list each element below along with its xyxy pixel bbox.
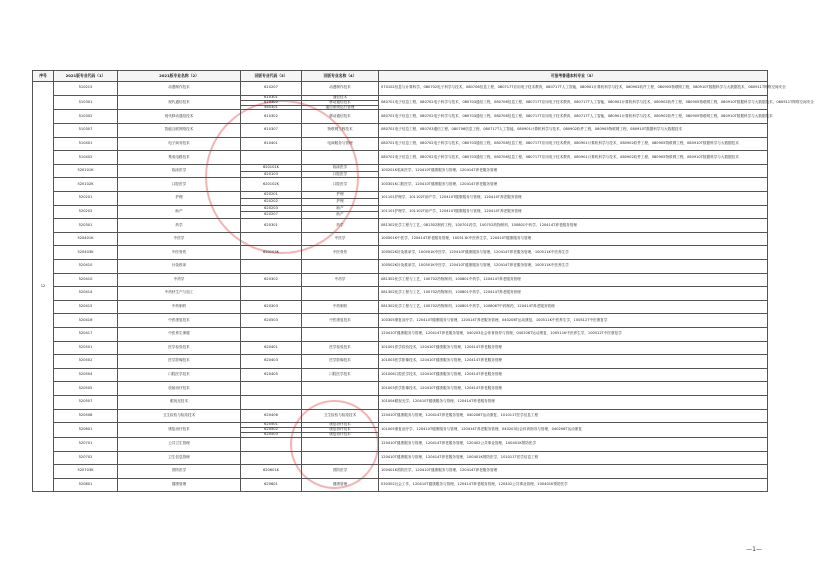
cell-new-name: 健康管理 — [118, 478, 241, 492]
cell-eligible-majors: 030302社会工作，120410T健康服务与管理，120414T养老服务管理，120402公共事业管理，100401K预防医学 — [379, 478, 768, 492]
table-row — [33, 451, 768, 465]
table-row — [33, 287, 768, 301]
cell-old-code: 620502 — [241, 428, 302, 433]
cell-eligible-majors: 100305康复治疗学，120410T健康服务与管理，120414T养老服务管理，040206T运动康复，100511K中医养生学，100512T中医康复学 — [379, 314, 768, 328]
cell-old-code — [241, 437, 302, 451]
cell-new-name: 预防医学 — [118, 465, 241, 479]
cell-new-code: 520102K — [54, 178, 118, 192]
cell-old-name: 护理 — [302, 198, 379, 205]
cell-old-name: 助产 — [302, 212, 379, 219]
cell-old-name: 助产 — [302, 205, 379, 212]
cell-old-code: 620503 — [241, 314, 302, 328]
table-body — [33, 82, 814, 492]
cell-old-name: 通信系统运行管理 — [302, 105, 379, 110]
table-header-row — [33, 71, 768, 82]
cell-old-code: 620303 — [241, 300, 302, 314]
cell-old-name: 健康管理 — [302, 478, 379, 492]
cell-new-code: 520414 — [54, 287, 118, 301]
cell-new-name: 临床医学 — [118, 164, 241, 178]
cell-old-code: 620201 — [241, 192, 302, 199]
cell-old-name: 移动通信技术 — [302, 100, 379, 105]
cell-old-name: 口腔医学技术 — [302, 368, 379, 382]
cell-old-code: 610301 — [241, 95, 302, 100]
cell-old-name: 康复治疗技术 — [302, 433, 379, 438]
cell-old-code: 620103 — [241, 171, 302, 178]
cell-new-code: 510302 — [54, 110, 118, 124]
cell-group-number: 12 — [33, 82, 54, 492]
table-row — [33, 205, 768, 212]
cell-new-code: 520202 — [54, 205, 118, 219]
cell-new-code: 520508 — [54, 409, 118, 423]
cell-eligible-majors: 080701电子信息工程，080702电子科学与技术，080703通信工程，080706信息工程，080717T应用电子技术教育，080901计算机科学与技术，080902软件工程，080905物联网工程，080910T数据科学与大数据技术 — [379, 151, 768, 165]
cell-new-code: 520410 — [54, 273, 118, 287]
cell-new-code: 520505 — [54, 382, 118, 396]
cell-eligible-majors: 080701电子信息工程，080702电子科学与技术，080703通信工程，080706信息工程，080717T应用电子技术教育，080717T人工智能，080901计算机科学与技术，080902软件工程，080905物联网工程，080910T数据科学与大数据技术 — [379, 110, 768, 124]
cell-old-name — [302, 451, 379, 465]
cell-new-name: 中药学 — [118, 273, 241, 287]
cell-eligible-majors: 100502K针灸推拿学，100501K中医学，120410T健康服务与管理，120414T养老服务管理，100511K中医养生学 — [379, 246, 768, 260]
cell-old-name: 中医学 — [302, 232, 379, 246]
cell-new-code: 510215 — [54, 82, 118, 96]
table-row — [33, 124, 768, 138]
cell-old-name: 物联网工程技术 — [302, 124, 379, 138]
cell-new-code: 520201 — [54, 192, 118, 206]
header-new-name: 2021版专业名称（2） — [118, 71, 241, 82]
cell-new-name: 药学 — [118, 219, 241, 233]
cell-old-code — [241, 151, 302, 165]
cell-old-name: 康复治疗技术 — [302, 423, 379, 428]
cell-new-code: 520101K — [54, 164, 118, 178]
cell-old-code — [241, 232, 302, 246]
cell-eligible-majors: 101005康复治疗学，120410T健康服务与管理，120414T养老服务管理，040203社会体育指导与管理，040206T运动康复 — [379, 423, 768, 438]
cell-old-name: 药学 — [302, 219, 379, 233]
cell-new-name: 中医养生保健 — [118, 327, 241, 341]
header-eligible-majors: 可报考普通本科专业（5） — [379, 71, 768, 82]
cell-eligible-majors: 070102信息与计算科学，080702电子科学与技术，080706信息工程，080717T应用电子技术教育，080717T人工智能，080901计算机科学与技术，080902软件工程，080905物联网工程，080910T数据科学与大数据技术，080911T网络空间安全 — [379, 82, 768, 96]
table-row — [33, 314, 768, 328]
table-row — [33, 219, 768, 233]
cell-new-code: 520403K — [54, 246, 118, 260]
table-row — [33, 82, 768, 96]
cell-new-name: 现代通信技术 — [118, 95, 241, 110]
table-row — [33, 478, 768, 492]
cell-eligible-majors: 120410T健康服务与管理，120414T养老服务管理，120402公共事业管理，100401K预防医学 — [379, 437, 768, 451]
cell-eligible-majors: 081302化学工程与工艺，100702药物制剂，100801中药学，120414T养老服务管理 — [379, 273, 768, 287]
table-row — [33, 341, 768, 355]
header-old-name: 旧版专业名称（4） — [302, 71, 379, 82]
cell-old-name — [302, 437, 379, 451]
cell-old-name — [302, 151, 379, 165]
cell-new-code: 510402 — [54, 151, 118, 165]
cell-old-code: 620102K — [241, 178, 302, 192]
table-row — [33, 232, 768, 246]
cell-old-code: 620101K — [241, 164, 302, 171]
cell-new-name: 中药制药 — [118, 300, 241, 314]
cell-new-code: 510301 — [54, 95, 118, 110]
cell-eligible-majors: 100301K口腔医学，120410T健康服务与管理，120414T养老服务管理 — [379, 178, 768, 192]
table-row — [33, 327, 768, 341]
cell-new-name: 针灸推拿 — [118, 259, 241, 273]
cell-old-name — [302, 395, 379, 409]
table-row — [33, 192, 768, 199]
cell-eligible-majors: 100501K中医学，120414T养老服务管理，100511K中医养生学，120410T健康服务与管理 — [379, 232, 768, 246]
cell-new-code: 520601 — [54, 423, 118, 438]
cell-new-code: 520702 — [54, 451, 118, 465]
table-row — [33, 423, 768, 428]
cell-old-code: 620601 — [241, 478, 302, 492]
cell-old-code: 620403 — [241, 355, 302, 369]
cell-old-name — [302, 259, 379, 273]
cell-new-code: 520416 — [54, 314, 118, 328]
cell-old-code: 610401 — [241, 137, 302, 151]
cell-new-name: 卫生检验与检疫技术 — [118, 409, 241, 423]
cell-eligible-majors: 080701电子信息工程，080702电子科学与技术，080703通信工程，080706信息工程，080717T应用电子技术教育，080901计算机科学与技术，080902软件工程，080905物联网工程，080910T数据科学与大数据技术 — [379, 137, 768, 151]
cell-new-code: 520501 — [54, 341, 118, 355]
cell-eligible-majors: 101004眼视光学，120410T健康服务与管理，120414T养老服务管理 — [379, 395, 768, 409]
cell-old-code — [241, 395, 302, 409]
cell-old-name: 中医康复技术 — [302, 314, 379, 328]
cell-new-name: 公共卫生管理 — [118, 437, 241, 451]
cell-old-code: 620501 — [241, 423, 302, 428]
document-table — [32, 70, 814, 492]
cell-eligible-majors: 081302化学工程与工艺，100702药物制剂，100801中药学，100806T中药制药，120414T养老服务管理 — [379, 300, 768, 314]
cell-old-code: 610302 — [241, 110, 302, 124]
cell-old-name: 口腔医学 — [302, 178, 379, 192]
cell-new-code: 510307 — [54, 124, 118, 138]
table-row — [33, 164, 768, 171]
cell-eligible-majors: 100201K临床医学，120410T健康服务与管理，120414T养老服务管理 — [379, 164, 768, 178]
cell-eligible-majors: 100401K预防医学，120410T健康服务与管理，120414T养老服务管理 — [379, 465, 768, 479]
cell-old-code — [241, 287, 302, 301]
cell-new-name: 医学影像技术 — [118, 355, 241, 369]
cell-old-name: 医学影像技术 — [302, 355, 379, 369]
page-number: —1— — [746, 546, 762, 553]
table-row — [33, 178, 768, 192]
table-row — [33, 465, 768, 479]
table-row — [33, 259, 768, 273]
table-row — [33, 395, 768, 409]
cell-eligible-majors: 120410T健康服务与管理，120414T养老服务管理，100401K预防医学，101011T医学信息工程 — [379, 451, 768, 465]
cell-new-code: 510401 — [54, 137, 118, 151]
cell-new-name: 助产 — [118, 205, 241, 219]
cell-old-code: 620103K — [241, 246, 302, 260]
header-serial: 序号 — [33, 71, 54, 82]
cell-old-name: 康复治疗技术 — [302, 428, 379, 433]
cell-old-code — [241, 451, 302, 465]
cell-old-name: 电商服务与管理 — [302, 137, 379, 151]
cell-old-name: 中药学 — [302, 273, 379, 287]
cell-new-name: 电子商务技术 — [118, 137, 241, 151]
table-row — [33, 246, 768, 260]
cell-old-code: 620202 — [241, 198, 302, 205]
table-row — [33, 355, 768, 369]
cell-new-name: 中医康复技术 — [118, 314, 241, 328]
table-row — [33, 137, 768, 151]
cell-eligible-majors: 101101护理学，101102T助产学，120410T健康服务与管理，120414T养老服务管理 — [379, 192, 768, 206]
cell-new-code: 520504 — [54, 368, 118, 382]
cell-old-code: 620405 — [241, 368, 302, 382]
cell-old-code: 620203 — [241, 205, 302, 212]
cell-eligible-majors: 080701电子信息工程，080702电子科学与技术，080703通信工程，080706信息工程，080717T应用电子技术教育，080717T人工智能，080901计算机科学与技术，080902软件工程，080905物联网工程，080910T数据科学与大数据技术，080911T网络空间安全 — [379, 95, 768, 110]
cell-old-name: 动漫制作技术 — [302, 82, 379, 96]
cell-eligible-majors: 101001医学检验技术，120410T健康服务与管理，120414T养老服务管理 — [379, 341, 768, 355]
cell-old-name — [302, 382, 379, 396]
cell-new-name: 动漫制作技术 — [118, 82, 241, 96]
cell-new-name: 智能互联网络技术 — [118, 124, 241, 138]
cell-old-name: 口腔医学 — [302, 171, 379, 178]
cell-old-name: 临床医学 — [302, 164, 379, 171]
cell-old-code: 620601K — [241, 465, 302, 479]
cell-old-code: 620302 — [241, 273, 302, 287]
cell-old-name: 中医骨伤 — [302, 246, 379, 260]
cell-new-name: 眼视光技术 — [118, 395, 241, 409]
cell-old-code: 610207 — [241, 82, 302, 96]
cell-old-code: 610307 — [241, 124, 302, 138]
cell-old-name: 移动通信技术 — [302, 110, 379, 124]
cell-old-name — [302, 327, 379, 341]
cell-old-code: 620301 — [241, 219, 302, 233]
table-row — [33, 273, 768, 287]
cell-new-name: 集成电路技术 — [118, 151, 241, 165]
cell-new-name: 中医学 — [118, 232, 241, 246]
header-old-code: 旧版专业代码（3） — [241, 71, 302, 82]
cell-new-name: 放射治疗技术 — [118, 382, 241, 396]
cell-new-name: 现代移动通信技术 — [118, 110, 241, 124]
cell-eligible-majors: 101003医学影像技术，120410T健康服务与管理，120414T养老服务管理 — [379, 355, 768, 369]
cell-new-code: 520502 — [54, 355, 118, 369]
cell-eligible-majors: 080701电子信息工程，080703通信工程，080706信息工程，080717T人工智能，080901计算机科学与技术，080902软件工程，080905物联网工程，080910T数据科学与大数据技术 — [379, 124, 768, 138]
cell-new-name: 康复治疗技术 — [118, 423, 241, 438]
table-row — [33, 382, 768, 396]
cell-eligible-majors: 120410T健康服务与管理，120414T养老服务管理，040206T运动康复，101011T医学信息工程 — [379, 409, 768, 423]
cell-new-code: 520415 — [54, 300, 118, 314]
cell-eligible-majors: 120410T健康服务与管理，120414T养老服务管理，040203社会体育指导与管理，040206T运动康复，100511K中医养生学，100512T中医康复学 — [379, 327, 768, 341]
cell-old-code — [241, 382, 302, 396]
cell-eligible-majors: 101003医学影像技术，120410T健康服务与管理，120414T养老服务管理 — [379, 382, 768, 396]
table-row — [33, 110, 768, 124]
table-row — [33, 95, 768, 100]
cell-new-code: 520301 — [54, 219, 118, 233]
cell-old-name: 中药制药 — [302, 300, 379, 314]
cell-new-code: 520701 — [54, 437, 118, 451]
cell-eligible-majors: 100502K针灸推拿学，100501K中医学，120410T健康服务与管理，120414T养老服务管理，100511K中医养生学 — [379, 259, 768, 273]
cell-old-name: 医学检验技术 — [302, 341, 379, 355]
cell-old-code: 620406 — [241, 409, 302, 423]
cell-old-name: 护理 — [302, 192, 379, 199]
cell-new-name: 卫生信息管理 — [118, 451, 241, 465]
table-row — [33, 151, 768, 165]
cell-eligible-majors: 081302化学工程与工艺，100702药物制剂，100801中药学，120414T养老服务管理 — [379, 287, 768, 301]
table-row — [33, 368, 768, 382]
cell-new-code: 520410 — [54, 259, 118, 273]
cell-old-name: 预防医学 — [302, 465, 379, 479]
cell-new-name: 口腔医学技术 — [118, 368, 241, 382]
header-new-code: 2021版专业代码（1） — [54, 71, 118, 82]
cell-new-name: 医学检验技术 — [118, 341, 241, 355]
cell-new-code: 520703K — [54, 465, 118, 479]
cell-old-code: 620503 — [241, 433, 302, 438]
cell-old-code: 620207 — [241, 212, 302, 219]
cell-new-code: 520801 — [54, 478, 118, 492]
table-row — [33, 437, 768, 451]
cell-old-name: 卫生检验与检疫技术 — [302, 409, 379, 423]
cell-old-code — [241, 327, 302, 341]
table-row — [33, 409, 768, 423]
cell-old-code: 610302 — [241, 100, 302, 105]
cell-old-name: 通信技术 — [302, 95, 379, 100]
cell-new-name: 口腔医学 — [118, 178, 241, 192]
cell-eligible-majors: 101101护理学，101102T助产学，120410T健康服务与管理，120414T养老服务管理 — [379, 205, 768, 219]
cell-new-name: 中医骨伤 — [118, 246, 241, 260]
cell-new-code: 520401K — [54, 232, 118, 246]
cell-new-code: 520507 — [54, 395, 118, 409]
cell-new-name: 中药材生产与加工 — [118, 287, 241, 301]
cell-old-code — [241, 259, 302, 273]
cell-old-code: 560301 — [241, 105, 302, 110]
table-row — [33, 300, 768, 314]
cell-eligible-majors: 081302化学工程与工艺，081302制药工程，100701药学，100702药物制剂，100801中药学，120414T养老服务管理 — [379, 219, 768, 233]
cell-old-code: 620401 — [241, 341, 302, 355]
cell-old-name — [302, 287, 379, 301]
cell-new-name: 护理 — [118, 192, 241, 206]
cell-eligible-majors: 101006口腔医学技术，120410T健康服务与管理，120414T养老服务管理 — [379, 368, 768, 382]
cell-new-code: 520417 — [54, 327, 118, 341]
